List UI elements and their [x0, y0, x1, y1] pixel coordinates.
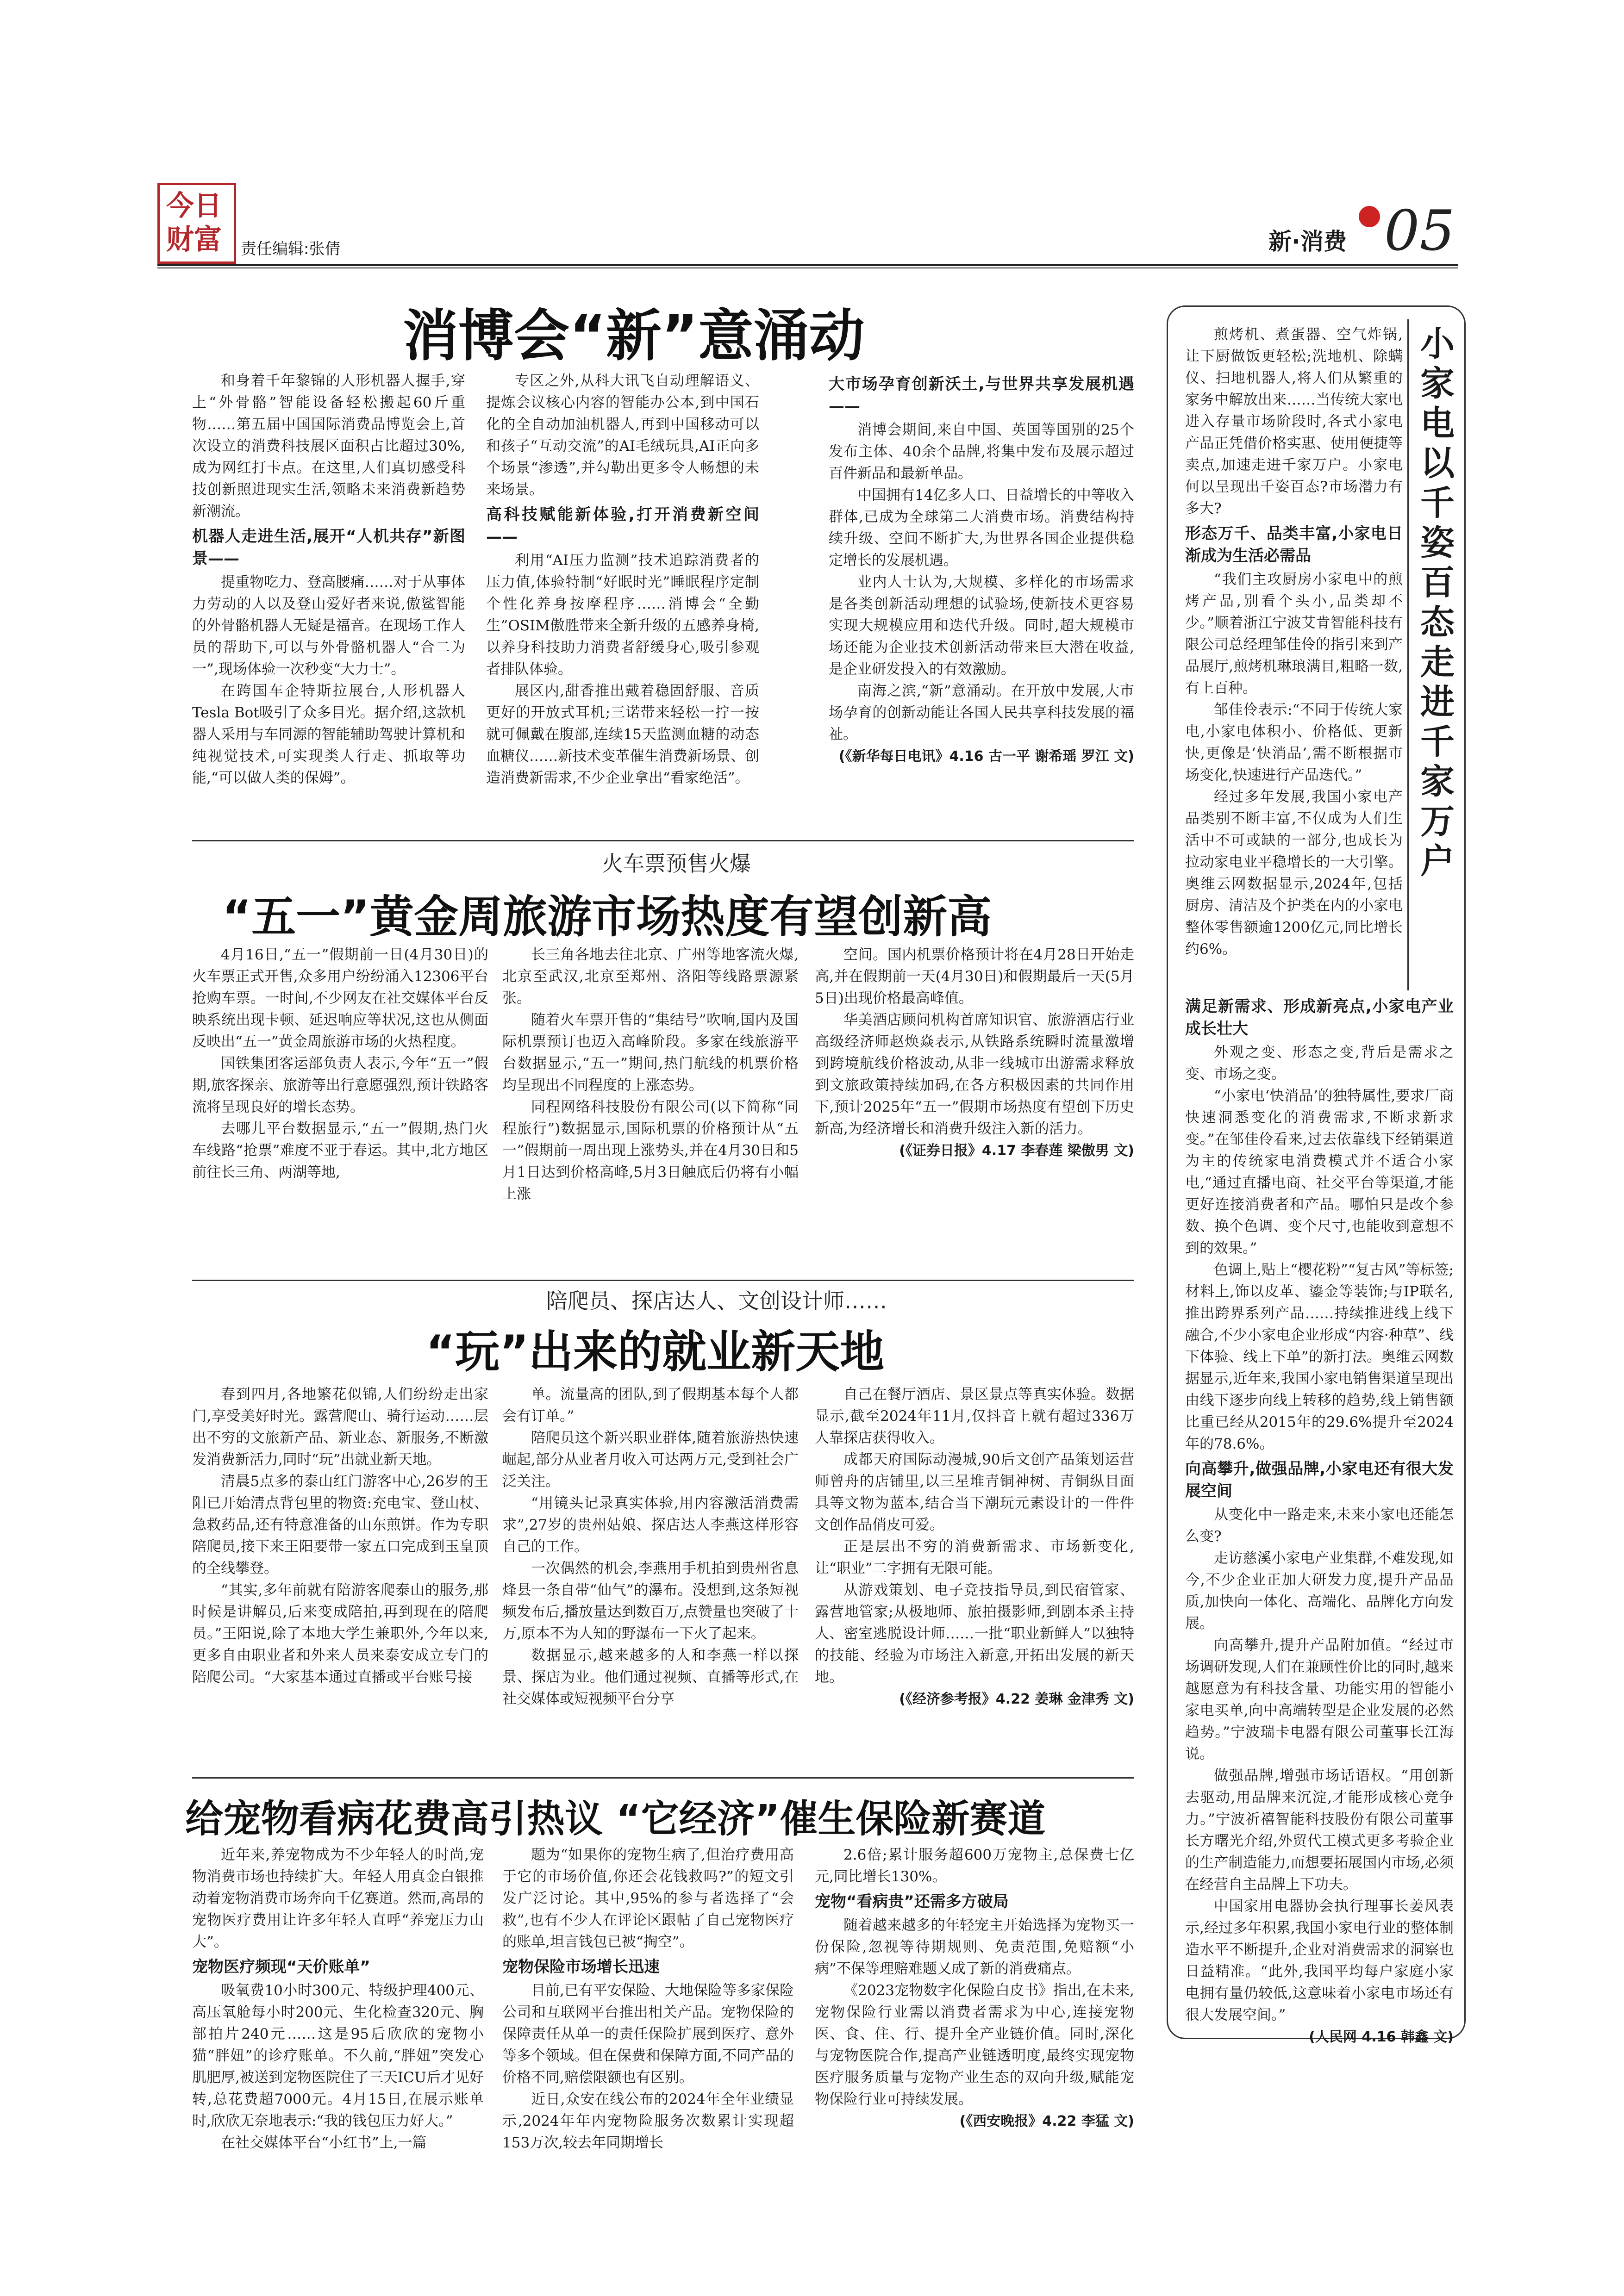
article1-subhead2: 高科技赋能新体验,打开消费新空间——: [486, 505, 759, 546]
sidebar-subhead3: 向高攀升,做强品牌,小家电还有很大发展空间: [1185, 1460, 1454, 1500]
article1-col2-lead: [486, 370, 759, 501]
newspaper-logo: [157, 183, 236, 264]
article2-col3-body: [815, 944, 1134, 1140]
article1-col3: [829, 370, 1134, 824]
sidebar-subhead1: 形态万千、品类丰富,小家电日渐成为生活必需品: [1185, 524, 1403, 565]
sidebar-col-top: [1185, 324, 1403, 990]
paragraph: 清晨5点多的泰山红门游客中心,26岁的王阳已开始清点背包里的物资:充电宝、登山杖、急救药品,还有特意准备的山东煎饼。作为专职陪爬员,接下来王阳要带一家五口完成到玉皇顶的全线攀登。: [192, 1473, 488, 1577]
paragraph: 专区之外,从科大讯飞自动理解语义、提炼会议核心内容的智能办公本,到中国石化的全自动加油机器人,再到中国移动可以和孩子“互动交流”的AI毛绒玩具,AI正向多个场景“渗透”,并勾勒出更多令人畅想的未来场景。: [486, 373, 759, 498]
article1-subhead1: 机器人走进生活,展开“人机共存”新图景——: [192, 527, 465, 568]
flower-icon: [1359, 206, 1380, 227]
article3-col3: [815, 1384, 1134, 1768]
sidebar-lead: [1185, 324, 1403, 520]
article1-col1-body: [192, 572, 465, 789]
paragraph: 色调上,贴上“樱花粉”“复古风”等标签;材料上,饰以皮革、鎏金等装饰;与IP联名,推出跨界系列产品……持续推进线上线下融合,不少小家电企业形成“内容·种草”、线下体验、线上下单”的新打法。奥维云网数据显示,近年来,我国小家电销售渠道呈现出由线下逐步向线上转移的趋势,线上销售额比重已经从2015年的29.6%提升至2024年的78.6%。: [1185, 1262, 1454, 1452]
paragraph: “其实,多年前就有陪游客爬泰山的服务,那时候是讲解员,后来变成陪拍,再到现在的陪爬员。”王阳说,除了本地大学生兼职外,今年以来,更多自由职业者和外来人员来泰安成立专门的陪爬公司。“大家基本通过直播或平台账号接: [192, 1582, 488, 1686]
paragraph: 成都天府国际动漫城,90后文创产品策划运营师曾舟的店铺里,以三星堆青铜神树、青铜纵目面具等文物为蓝本,结合当下潮玩元素设计的一件件文创作品俏皮可爱。: [815, 1451, 1134, 1533]
paragraph: 单。流量高的团队,到了假期基本每个人都会有订单。”: [502, 1386, 799, 1425]
paragraph: 近日,众安在线公布的2024年全年业绩显示,2024年年内宠物险服务次数累计实现超153万次,较去年同期增长: [502, 2091, 794, 2151]
article4-subhead3: 宠物“看病贵”还需多方破局: [815, 1892, 1009, 1911]
article1-title: 消博会“新”意涌动: [403, 304, 865, 368]
header-rule: [157, 264, 1458, 266]
paragraph: 题为“如果你的宠物生病了,但治疗费用高于它的市场价值,你还会花钱救吗?”的短文引发广泛讨论。其中,95%的参与者选择了“会救”,也有不少人在评论区跟帖了自己宠物医疗的账单,坦言钱包已被“掏空”。: [502, 1847, 794, 1950]
paragraph: 消博会期间,来自中国、英国等国别的25个发布主体、40余个品牌,将集中发布及展示超过百件新品和最新单品。: [829, 422, 1134, 482]
article1-col2-body: [486, 550, 759, 789]
logo-line1: 今日: [166, 190, 222, 222]
article1-col3-body: [829, 419, 1134, 746]
sidebar-title: 小家电以千姿百态走进千家万户: [1420, 324, 1455, 881]
section-name: 新·消费: [1268, 228, 1347, 255]
article4-col3: [815, 1844, 1134, 2252]
paragraph: 提重物吃力、登高腰痛……对于从事体力劳动的人以及登山爱好者来说,傲鲨智能的外骨骼机器人无疑是福音。在现场工作人员的帮助下,可以与外骨骼机器人“合二为一”,现场体验一次秒变“大力士”。: [192, 574, 465, 678]
editor-credit: 责任编辑:张倩: [241, 240, 341, 258]
article3-col2: [502, 1384, 799, 1768]
sidebar-title-divider: [1407, 319, 1409, 990]
sidebar-body2: [1185, 1042, 1454, 1455]
article3-source: (《经济参考报》4.22 姜琳 金津秀 文): [899, 1691, 1134, 1707]
paragraph: 2.6倍;累计服务超600万宠物主,总保费七亿元,同比增长130%。: [815, 1847, 1134, 1885]
paragraph: 同程网络科技股份有限公司(以下简称“同程旅行”)数据显示,国际机票的价格预计从“五一”假期前一周出现上涨势头,并在4月30日和5月1日达到价格高峰,5月3日触底后仍将有小幅上涨: [502, 1099, 799, 1202]
article1-subhead3: 大市场孕育创新沃土,与世界共享发展机遇——: [829, 375, 1134, 416]
article4-title: 给宠物看病花费高引热议 “它经济”催生保险新赛道: [185, 1797, 1046, 1841]
paragraph: “用镜头记录真实体验,用内容激活消费需求”,27岁的贵州姑娘、探店达人李燕这样形容自己的工作。: [502, 1495, 799, 1555]
paragraph: 南海之滨,“新”意涌动。在开放中发展,大市场孕育的创新动能让各国人民共享科技发展的福祉。: [829, 683, 1134, 743]
sidebar-body3: [1185, 1504, 1454, 2026]
paragraph: 4月16日,“五一”假期前一日(4月30日)的火车票正式开售,众多用户纷纷涌入12306平台抢购车票。一时间,不少网友在社交媒体平台反映系统出现卡顿、延迟响应等状况,这也从侧面反映出“五一”黄金周旅游市场的火热程度。: [192, 946, 488, 1050]
logo-line2: 财富: [166, 224, 222, 256]
paragraph: 空间。国内机票价格预计将在4月28日开始走高,并在假期前一天(4月30日)和假期最后一天(5月5日)出现价格最高峰值。: [815, 946, 1134, 1007]
paragraph: 春到四月,各地繁花似锦,人们纷纷走出家门,享受美好时光。露营爬山、骑行运动……层出不穷的文旅新产品、新业态、新服务,不断激发消费新活力,同时“玩”出就业新天地。: [192, 1386, 488, 1468]
article2-kicker: 火车票预售火爆: [602, 851, 751, 876]
paragraph: 陪爬员这个新兴职业群体,随着旅游热快速崛起,部分从业者月收入可达两万元,受到社会广泛关注。: [502, 1430, 799, 1490]
paragraph: 《2023宠物数字化保险白皮书》指出,在未来,宠物保险行业需以消费者需求为中心,连接宠物医、食、住、行、提升全产业链价值。同时,深化与宠物医院合作,提高产业链透明度,最终实现宠物医疗服务质量与宠物产业生态的双向升级,赋能宠物保险行业可持续发展。: [815, 1982, 1134, 2108]
paragraph: 外观之变、形态之变,背后是需求之变、市场之变。: [1185, 1044, 1454, 1083]
paragraph: 走访慈溪小家电产业集群,不难发现,如今,不少企业正加大研发力度,提升产品品质,加快向一体化、高端化、品牌化方向发展。: [1185, 1550, 1454, 1632]
paragraph: 中国拥有14亿多人口、日益增长的中等收入群体,已成为全球第二大消费市场。消费结构持续升级、空间不断扩大,为世界各国企业提供稳定增长的发展机遇。: [829, 487, 1134, 569]
paragraph: 一次偶然的机会,李燕用手机拍到贵州省息烽县一条自带“仙气”的瀑布。没想到,这条短视频发布后,播放量达到数百万,点赞量也突破了十万,原本不为人知的野瀑布一下火了起来。: [502, 1560, 799, 1642]
article4-col2-lead: [502, 1844, 794, 1953]
article4-col3-lead: [815, 1844, 1134, 1888]
article4-source: (《西安晚报》4.22 李猛 文): [959, 2113, 1134, 2129]
article1-col2: [486, 370, 759, 824]
article2-title: “五一”黄金周旅游市场热度有望创新高: [222, 891, 992, 943]
sidebar-subhead2: 满足新需求、形成新亮点,小家电产业成长壮大: [1185, 997, 1454, 1038]
article2-source: (《证券日报》4.17 李春莲 梁傲男 文): [899, 1143, 1134, 1159]
article2-col1: [192, 944, 488, 1268]
paragraph: 华美酒店顾问机构首席知识官、旅游酒店行业高级经济师赵焕焱表示,从铁路系统瞬时流量激增到跨境航线价格波动,从非一线城市出游需求释放到文旅政策持续加码,在各方积极因素的共同作用下,预计2025年“五一”假期市场热度有望创下历史新高,为经济增长和消费升级注入新的活力。: [815, 1012, 1134, 1137]
article1-source: (《新华每日电讯》4.16 古一平 谢希瑶 罗江 文): [838, 748, 1134, 765]
paragraph: 数据显示,越来越多的人和李燕一样以探景、探店为业。他们通过视频、直播等形式,在社交媒体或短视频平台分享: [502, 1647, 799, 1707]
paragraph: 经过多年发展,我国小家电产品类别不断丰富,不仅成为人们生活中不可或缺的一部分,也成长为拉动家电业平稳增长的一大引擎。奥维云网数据显示,2024年,包括厨房、清洁及个护类在内的小家电整体零售额逾1200亿元,同比增长约6%。: [1185, 789, 1403, 958]
paragraph: 吸氧费10小时300元、特级护理400元、高压氧舱每小时200元、生化检查320元、胸部拍片240元……这是95后欣欣的宠物小猫“胖妞”的诊疗账单。不久前,“胖妞”突发心肌肥厚,被送到宠物医院住了三天ICU后才见好转,总花费超7000元。4月15日,在展示账单时,欣欣无奈地表示:“我的钱包压力好大。”: [192, 1982, 484, 2129]
paragraph: 在社交媒体平台“小红书”上,一篇: [221, 2134, 427, 2151]
paragraph: 从变化中一路走来,未来小家电还能怎么变?: [1185, 1506, 1454, 1545]
page-number: 05: [1384, 199, 1455, 263]
article4-col1-body: [192, 1980, 484, 2154]
paragraph: 业内人士认为,大规模、多样化的市场需求是各类创新活动理想的试验场,使新技术更容易实现大规模应用和迭代升级。同时,超大规模市场还能为企业技术创新活动带来巨大潜在收益,是企业研发投入的有效激励。: [829, 574, 1134, 678]
article4-col2: [502, 1844, 794, 2252]
article3-col3-body: [815, 1384, 1134, 1688]
divider: [192, 840, 1134, 841]
paragraph: 做强品牌,增强市场话语权。“用创新去驱动,用品牌来沉淀,才能形成核心竞争力。”宁波祈禧智能科技股份有限公司董事长方曙光介绍,外贸代工模式更多考验企业的生产制造能力,而想要拓展国内市场,必须在经营自主品牌上下功夫。: [1185, 1767, 1454, 1893]
article2-col2: [502, 944, 799, 1268]
paragraph: 近年来,养宠物成为不少年轻人的时尚,宠物消费市场也持续扩大。年轻人用真金白银推动着宠物消费市场奔向千亿赛道。然而,高昂的宠物医疗费用让许多年轻人直呼“养宠压力山大”。: [192, 1847, 484, 1950]
paragraph: 从游戏策划、电子竞技指导员,到民宿管家、露营地管家;从极地师、旅拍摄影师,到剧本杀主持人、密室逃脱设计师……一批“职业新鲜人”以独特的技能、经验为市场注入新意,开拓出发展的新天地。: [815, 1582, 1134, 1686]
paragraph: 在跨国车企特斯拉展台,人形机器人Tesla Bot吸引了众多目光。据介绍,这款机器人采用与车同源的智能辅助驾驶计算机和纯视觉技术,可实现类人行走、抓取等功能,“可以做人类的保姆”。: [192, 683, 465, 786]
sidebar-body1: [1185, 569, 1403, 960]
article4-col1-lead: [192, 1844, 484, 1953]
paragraph: 目前,已有平安保险、大地保险等多家保险公司和互联网平台推出相关产品。宠物保险的保障责任从单一的责任保险扩展到医疗、意外等多个领域。但在保费和保障方面,不同产品的价格不同,赔偿限额也有区别。: [502, 1982, 794, 2086]
article3-title: “玩”出来的就业新天地: [426, 1326, 885, 1378]
article4-subhead1: 宠物医疗频现“天价账单”: [192, 1958, 370, 1976]
article4-col2-body: [502, 1980, 794, 2154]
divider: [192, 1280, 1134, 1281]
paragraph: 展区内,甜香推出戴着稳固舒服、音质更好的开放式耳机;三诺带来轻松一拧一按就可佩戴在腹部,连续15天监测血糖的动态血糖仪……新技术变革催生消费新场景、创造消费新需求,不少企业拿出“看家绝活”。: [486, 683, 759, 786]
paragraph: 去哪儿平台数据显示,“五一”假期,热门火车线路“抢票”难度不亚于春运。其中,北方地区前往长三角、两湖等地,: [192, 1120, 488, 1181]
article1-col1: [192, 370, 465, 824]
paragraph: 国铁集团客运部负责人表示,今年“五一”假期,旅客探亲、旅游等出行意愿强烈,预计铁路客流将呈现良好的增长态势。: [192, 1055, 488, 1115]
paragraph: 正是层出不穷的消费新需求、市场新变化,让“职业”二字拥有无限可能。: [815, 1538, 1134, 1577]
article3-kicker: 陪爬员、探店达人、文创设计师……: [546, 1288, 887, 1313]
article4-col3-body: [815, 1915, 1134, 2110]
paragraph: 自己在餐厅酒店、景区景点等真实体验。数据显示,截至2024年11月,仅抖音上就有超过336万人靠探店获得收入。: [815, 1386, 1134, 1446]
divider: [192, 1777, 1134, 1779]
paragraph: 随着越来越多的年轻宠主开始选择为宠物买一份保险,忽视等待期规则、免责范围,免赔额“小病”不保等理赔难题又成了新的消费痛点。: [815, 1917, 1134, 1977]
paragraph: 煎烤机、煮蛋器、空气炸锅,让下厨做饭更轻松;洗地机、除螨仪、扫地机器人,将人们从繁重的家务中解放出来……当传统大家电进入存量市场阶段时,各式小家电产品正凭借价格实惠、使用便捷等卖点,加速走进千家万户。小家电何以呈现出千姿百态?市场潜力有多大?: [1185, 326, 1403, 517]
paragraph: 向高攀升,提升产品附加值。“经过市场调研发现,人们在兼顾性价比的同时,越来越愿意为有科技含量、功能实用的智能小家电买单,向中高端转型是企业发展的必然趋势。”宁波瑞卡电器有限公司董事长江海说。: [1185, 1637, 1454, 1762]
paragraph: 中国家用电器协会执行理事长姜风表示,经过多年积累,我国小家电行业的整体制造水平不断提升,企业对消费需求的洞察也日益精准。“此外,我国平均每户家庭小家电拥有量仍较低,这意味着小家电市场还有很大发展空间。”: [1185, 1898, 1454, 2023]
paragraph: 邹佳伶表示:“不同于传统大家电,小家电体积小、价格低、更新快,更像是‘快消品’,需不断根据市场变化,快速进行产品迭代。”: [1185, 702, 1403, 784]
sidebar-col-bottom: [1185, 993, 1454, 2045]
article4-subhead2: 宠物保险市场增长迅速: [502, 1958, 660, 1976]
article3-col1: [192, 1384, 488, 1768]
paragraph: “我们主攻厨房小家电中的煎烤产品,别看个头小,品类却不少。”顺着浙江宁波艾肯智能科技有限公司总经理邹佳伶的指引来到产品展厅,煎烤机琳琅满目,粗略一数,有上百种。: [1185, 571, 1403, 697]
article1-col1-lead: [192, 370, 465, 523]
article4-col1: [192, 1844, 484, 2252]
paragraph: 长三角各地去往北京、广州等地客流火爆,北京至武汉,北京至郑州、洛阳等线路票源紧张。: [502, 946, 799, 1007]
article2-col3: [815, 944, 1134, 1277]
sidebar-source: (人民网 4.16 韩鑫 文): [1309, 2029, 1454, 2045]
paragraph: 和身着千年黎锦的人形机器人握手,穿上“外骨骼”智能设备轻松搬起60斤重物……第五届中国国际消费品博览会上,首次设立的消费科技展区面积占比超过30%,成为网红打卡点。在这里,人们真切感受科技创新照进现实生活,领略未来消费新趋势新潮流。: [192, 373, 465, 520]
paragraph: 利用“AI压力监测”技术追踪消费者的压力值,体验特制“好眠时光”睡眠程序定制个性化养身按摩程序……消博会“全勤生”OSIM傲胜带来全新升级的五感养身椅,以养身科技助力消费者舒缓身心,吸引参观者排队体验。: [486, 552, 759, 678]
paragraph: 随着火车票开售的“集结号”吹响,国内及国际机票预订也迈入高峰阶段。多家在线旅游平台数据显示,“五一”期间,热门航线的机票价格均呈现出不同程度的上涨态势。: [502, 1012, 799, 1094]
paragraph: “小家电‘快消品’的独特属性,要求厂商快速洞悉变化的消费需求,不断求新求变。”在邹佳伶看来,过去依靠线下经销渠道为主的传统家电消费模式并不适合小家电,“通过直播电商、社交平台等渠道,才能更好连接消费者和产品。哪怕只是改个参数、换个色调、变个尺寸,也能收到意想不到的效果。”: [1185, 1088, 1454, 1257]
